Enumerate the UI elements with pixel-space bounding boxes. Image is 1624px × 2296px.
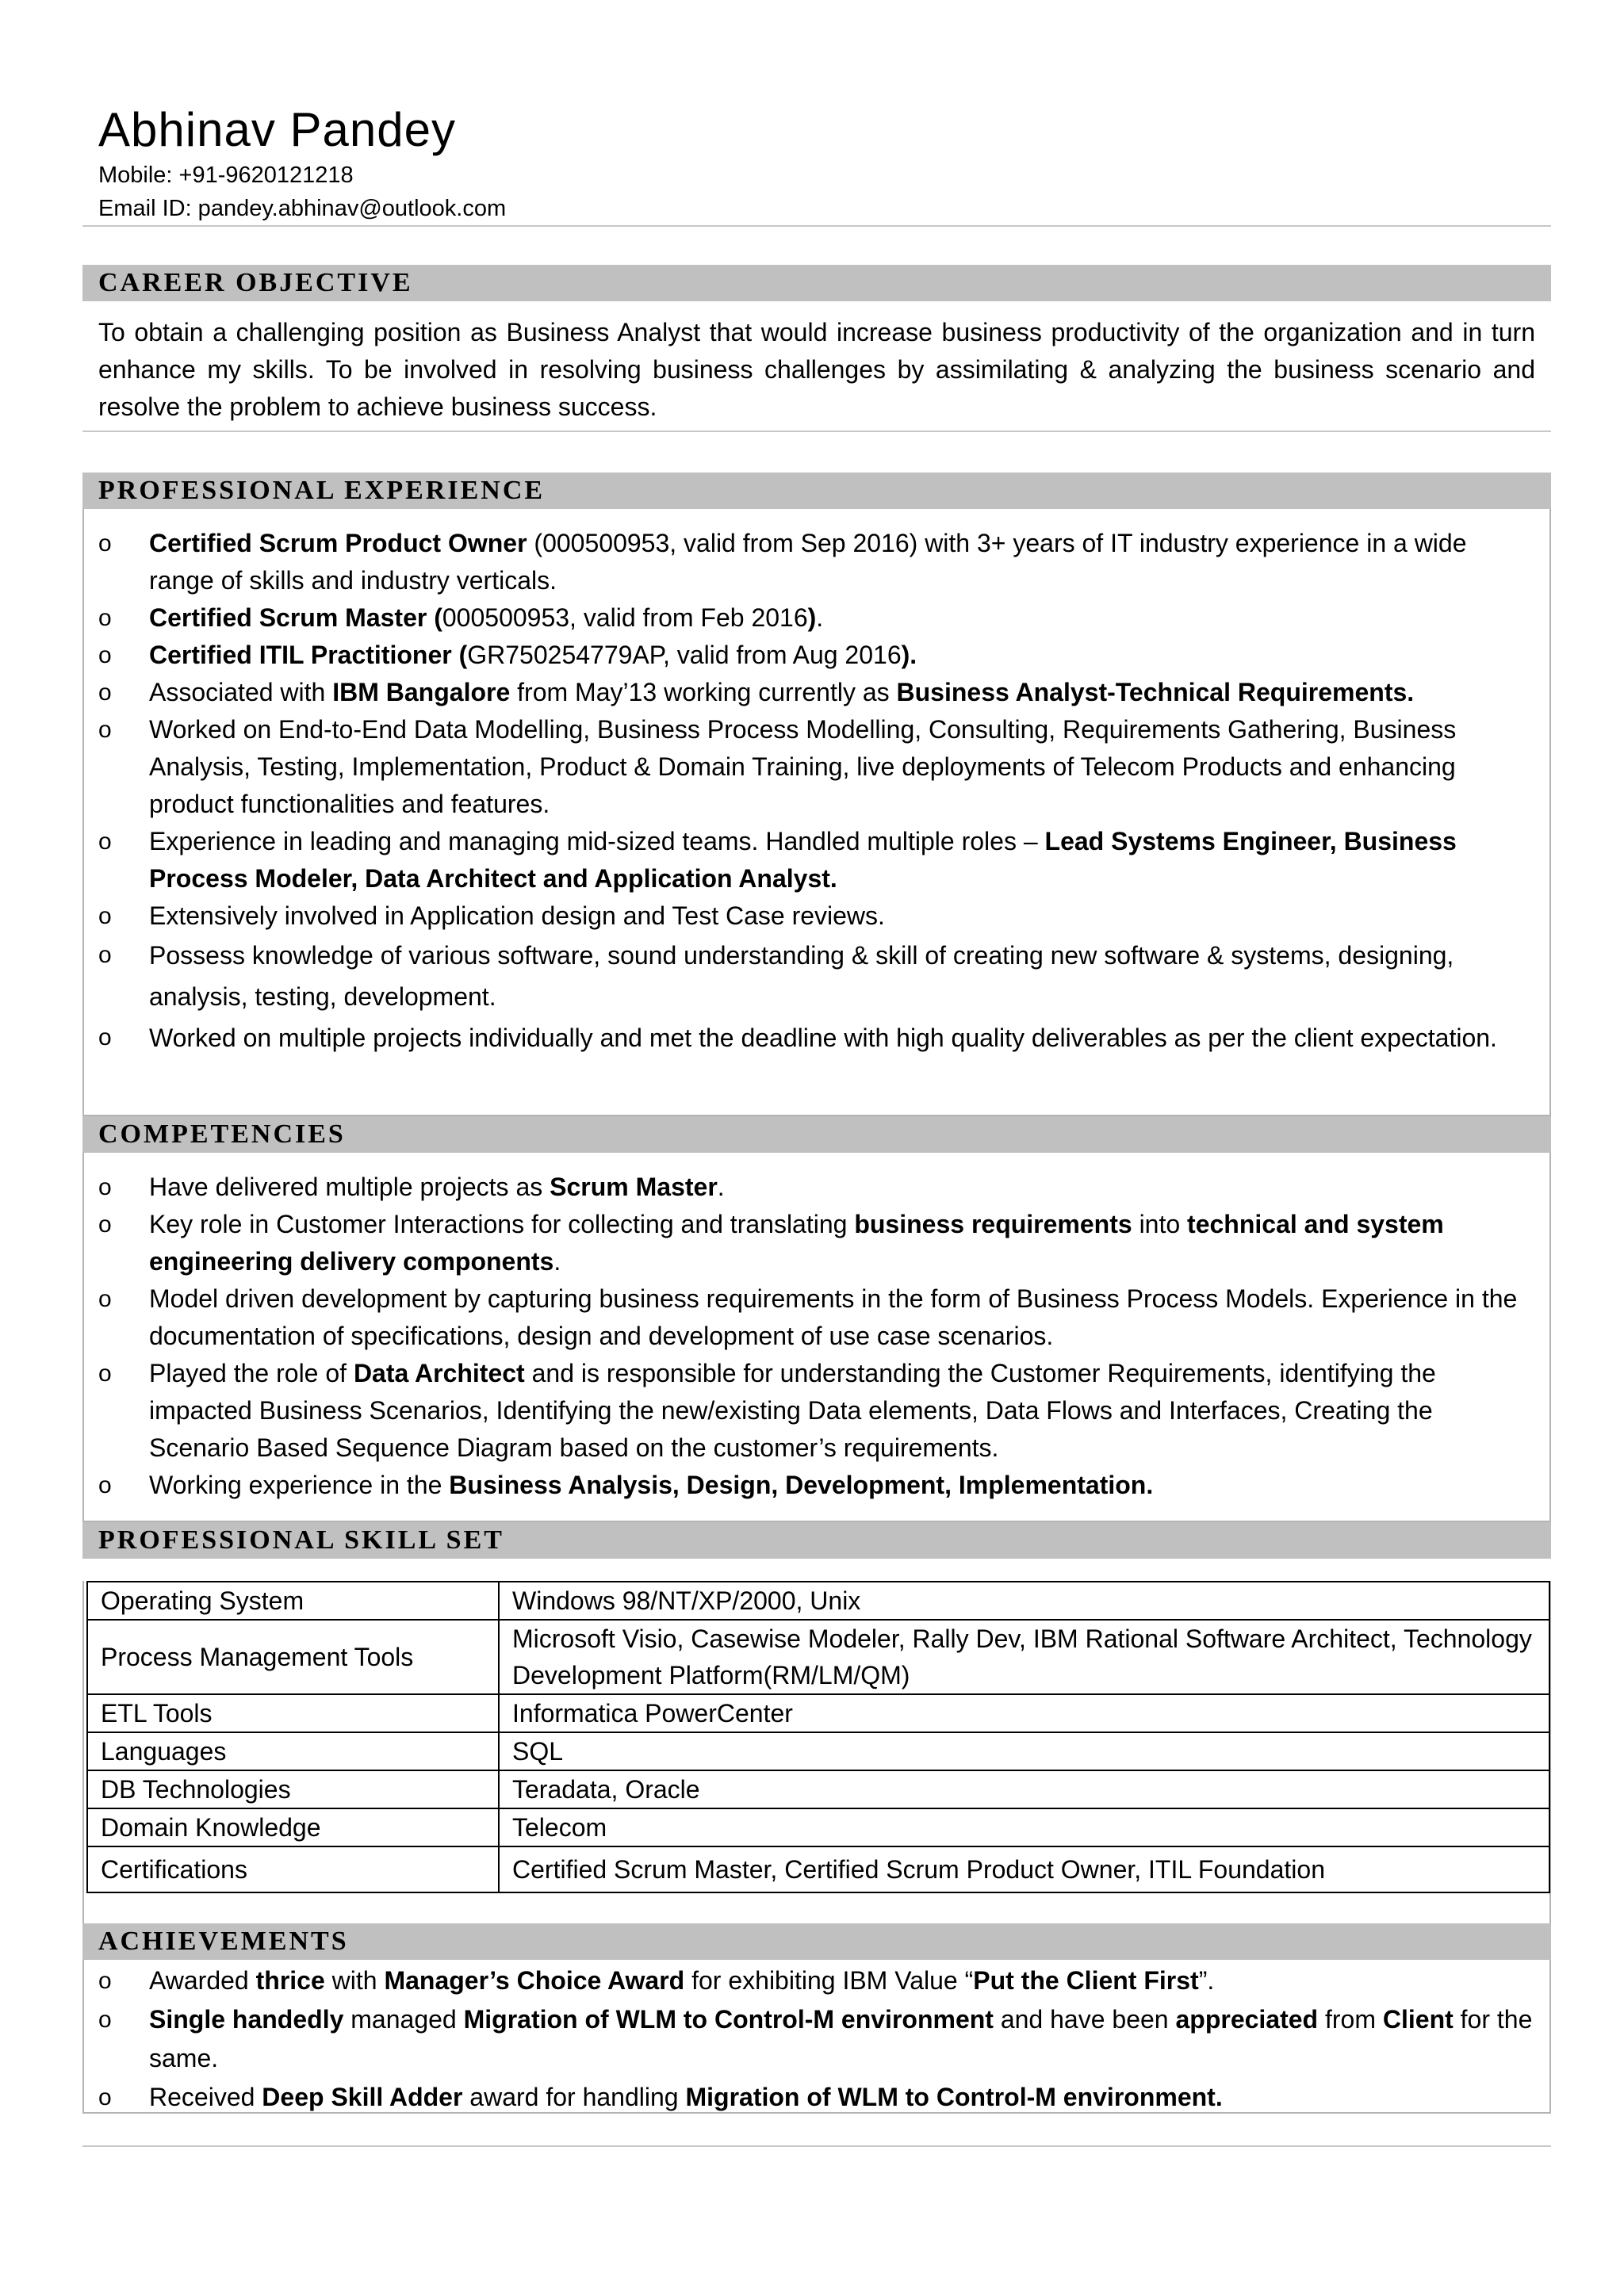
item-text: Extensively involved in Application design and Test Case reviews. bbox=[149, 901, 885, 930]
list-item bbox=[84, 674, 1549, 711]
item-text: Key role in Customer Interactions for collecting and translating bbox=[149, 1210, 855, 1238]
skill-category: Certifications bbox=[87, 1846, 499, 1892]
list-item bbox=[84, 1017, 1549, 1058]
skill-category: Operating System bbox=[87, 1582, 499, 1620]
item-text: Have delivered multiple projects as bbox=[149, 1173, 550, 1201]
bullet-icon: o bbox=[98, 717, 112, 743]
list-item bbox=[84, 711, 1549, 823]
competencies-list bbox=[84, 1169, 1549, 1504]
item-text: . bbox=[553, 1247, 561, 1276]
skill-value: Teradata, Oracle bbox=[499, 1770, 1549, 1808]
item-text: for the same. bbox=[149, 2005, 1533, 2072]
skill-value: Informatica PowerCenter bbox=[499, 1694, 1549, 1732]
item-text: and is responsible for understanding the Customer Requirements, identifying the impacted Business Scenarios, Identifying the new/existing Data elements, Data Flows and Interfaces, Creating the Scenario Based Sequence Diagram based on the customer’s requirements. bbox=[149, 1359, 1436, 1462]
item-text: from bbox=[1318, 2005, 1383, 2034]
table-row bbox=[87, 1732, 1549, 1770]
footer-divider bbox=[82, 2145, 1551, 2147]
emphasis: Scrum Master bbox=[550, 1173, 718, 1201]
list-item bbox=[84, 1280, 1549, 1355]
item-text: from May’13 working currently as bbox=[510, 678, 897, 706]
item-text: . bbox=[717, 1173, 725, 1201]
item-text: ”. bbox=[1198, 1966, 1215, 1995]
item-text: Worked on multiple projects individually and met the deadline with high quality deliverables as per the client expectation. bbox=[149, 1024, 1497, 1052]
emphasis: Data Architect bbox=[353, 1359, 525, 1387]
list-item bbox=[84, 2000, 1549, 2078]
bullet-icon: o bbox=[98, 942, 112, 968]
list-item bbox=[84, 2078, 1549, 2117]
list-item bbox=[84, 1169, 1549, 1206]
list-item bbox=[84, 897, 1549, 935]
emphasis: appreciated bbox=[1175, 2005, 1319, 2034]
professional-experience-section bbox=[82, 473, 1551, 1116]
item-text: Associated with bbox=[149, 678, 333, 706]
skill-category: Process Management Tools bbox=[87, 1620, 499, 1694]
item-text: Model driven development by capturing business requirements in the form of Business Process Models. Experience in the documentation of specifications, design and development of use case scenarios. bbox=[149, 1284, 1518, 1350]
item-text: Working experience in the bbox=[149, 1471, 450, 1499]
item-text: Possess knowledge of various software, sound understanding & skill of creating new software & systems, designing, analysis, testing, development. bbox=[149, 941, 1454, 1011]
section-heading: COMPETENCIES bbox=[82, 1116, 1551, 1153]
competencies-body bbox=[82, 1153, 1551, 1522]
item-text: for exhibiting IBM Value “ bbox=[684, 1966, 974, 1995]
emphasis: Certified ITIL Practitioner ( bbox=[149, 641, 468, 669]
item-text: Received bbox=[149, 2083, 262, 2111]
item-text: managed bbox=[343, 2005, 464, 2034]
bullet-icon: o bbox=[98, 1968, 112, 1994]
resume-header bbox=[98, 101, 506, 225]
experience-list bbox=[84, 525, 1549, 1058]
header-divider bbox=[82, 225, 1551, 227]
candidate-name: Abhinav Pandey bbox=[98, 103, 456, 156]
mobile-number: Mobile: +91-9620121218 bbox=[98, 163, 354, 188]
section-heading: ACHIEVEMENTS bbox=[82, 1923, 1551, 1960]
table-row bbox=[87, 1694, 1549, 1732]
list-item bbox=[84, 599, 1549, 637]
skill-set-body bbox=[82, 1581, 1551, 1947]
career-objective-section bbox=[82, 265, 1551, 432]
skill-category: Domain Knowledge bbox=[87, 1808, 499, 1846]
skill-category: DB Technologies bbox=[87, 1770, 499, 1808]
table-row bbox=[87, 1620, 1549, 1694]
item-text: . bbox=[816, 603, 824, 632]
list-item bbox=[84, 935, 1549, 1017]
skills-table bbox=[86, 1581, 1550, 1893]
table-row bbox=[87, 1808, 1549, 1846]
item-text: 000500953, valid from Feb 2016 bbox=[442, 603, 808, 632]
bullet-icon: o bbox=[98, 605, 112, 631]
skill-value: Telecom bbox=[499, 1808, 1549, 1846]
emphasis: Manager’s Choice Award bbox=[384, 1966, 685, 1995]
bullet-icon: o bbox=[98, 1024, 112, 1050]
achievements-list bbox=[84, 1961, 1549, 2117]
list-item bbox=[84, 525, 1549, 599]
emphasis: Single handedly bbox=[149, 2005, 344, 2034]
bullet-icon: o bbox=[98, 1286, 112, 1312]
emphasis: ) bbox=[807, 603, 817, 632]
item-text: GR750254779AP, valid from Aug 2016 bbox=[467, 641, 902, 669]
emphasis: Business Analyst-Technical Requirements. bbox=[896, 678, 1415, 706]
emphasis: ). bbox=[901, 641, 917, 669]
section-heading: PROFESSIONAL SKILL SET bbox=[82, 1522, 1551, 1559]
item-text: Played the role of bbox=[149, 1359, 354, 1387]
email-address: Email ID: pandey.abhinav@outlook.com bbox=[98, 196, 507, 221]
bullet-icon: o bbox=[98, 2084, 112, 2110]
bullet-icon: o bbox=[98, 903, 112, 929]
skill-value: Microsoft Visio, Casewise Modeler, Rally Dev, IBM Rational Software Architect, Technology Development Platform(RM/LM/QM) bbox=[499, 1620, 1549, 1694]
objective-divider bbox=[82, 430, 1551, 432]
item-text: Awarded bbox=[149, 1966, 256, 1995]
list-item bbox=[84, 1355, 1549, 1467]
item-text: with bbox=[324, 1966, 385, 1995]
bullet-icon: o bbox=[98, 828, 112, 855]
achievements-body bbox=[82, 1960, 1551, 2114]
list-item bbox=[84, 1206, 1549, 1280]
bullet-icon: o bbox=[98, 679, 112, 706]
competencies-section bbox=[82, 1116, 1551, 1522]
emphasis: Business Analysis, Design, Development, Implementation. bbox=[449, 1471, 1154, 1499]
item-text: Experience in leading and managing mid-sized teams. Handled multiple roles – bbox=[149, 827, 1045, 855]
bullet-icon: o bbox=[98, 530, 112, 557]
skill-category: ETL Tools bbox=[87, 1694, 499, 1732]
table-row bbox=[87, 1846, 1549, 1892]
skill-value: Windows 98/NT/XP/2000, Unix bbox=[499, 1582, 1549, 1620]
skill-value: SQL bbox=[499, 1732, 1549, 1770]
emphasis: Put the Client First bbox=[973, 1966, 1199, 1995]
item-text: (000500953, valid from Sep 2016) with 3+ years of IT industry experience in a wide range of skills and industry verticals. bbox=[149, 529, 1467, 595]
list-item bbox=[84, 637, 1549, 674]
emphasis: Lead Systems Engineer, Business Process Modeler, Data Architect and Application Analyst. bbox=[149, 827, 1457, 893]
emphasis: Migration of WLM to Control-M environment. bbox=[685, 2083, 1223, 2111]
table-row bbox=[87, 1770, 1549, 1808]
objective-text: To obtain a challenging position as Business Analyst that would increase business productivity of the organization and in turn enhance my skills. To be involved in resolving business challenges by assimilating & analyzing the business scenario and resolve the problem to achieve business success. bbox=[98, 318, 1535, 421]
bullet-icon: o bbox=[98, 1211, 112, 1238]
bullet-icon: o bbox=[98, 1360, 112, 1387]
list-item bbox=[84, 1961, 1549, 2000]
bullet-icon: o bbox=[98, 642, 112, 668]
experience-body bbox=[82, 509, 1551, 1116]
emphasis: business requirements bbox=[854, 1210, 1132, 1238]
list-item bbox=[84, 1467, 1549, 1504]
bullet-icon: o bbox=[98, 1174, 112, 1200]
bullet-icon: o bbox=[98, 1472, 112, 1498]
emphasis: thrice bbox=[255, 1966, 325, 1995]
emphasis: Certified Scrum Master ( bbox=[149, 603, 442, 632]
emphasis: Migration of WLM to Control-M environment bbox=[463, 2005, 994, 2034]
item-text: into bbox=[1132, 1210, 1188, 1238]
emphasis: technical and system engineering delivery components bbox=[149, 1210, 1444, 1276]
achievements-section bbox=[82, 1923, 1551, 2114]
emphasis: IBM Bangalore bbox=[332, 678, 511, 706]
item-text: award for handling bbox=[462, 2083, 686, 2111]
skill-value: Certified Scrum Master, Certified Scrum Product Owner, ITIL Foundation bbox=[499, 1846, 1549, 1892]
section-heading: CAREER OBJECTIVE bbox=[82, 265, 1551, 301]
emphasis: Client bbox=[1382, 2005, 1454, 2034]
emphasis: Deep Skill Adder bbox=[262, 2083, 463, 2111]
section-heading: PROFESSIONAL EXPERIENCE bbox=[82, 473, 1551, 509]
emphasis: Certified Scrum Product Owner bbox=[149, 529, 527, 557]
skill-category: Languages bbox=[87, 1732, 499, 1770]
list-item bbox=[84, 823, 1549, 897]
table-row bbox=[87, 1582, 1549, 1620]
skill-set-section bbox=[82, 1522, 1551, 1947]
item-text: Worked on End-to-End Data Modelling, Business Process Modelling, Consulting, Requirements Gathering, Business Analysis, Testing, Implementation, Product & Domain Training, live deployments of Telecom Products and enhancing product functionalities and features. bbox=[149, 715, 1457, 818]
bullet-icon: o bbox=[98, 2007, 112, 2033]
item-text: and have been bbox=[993, 2005, 1176, 2034]
